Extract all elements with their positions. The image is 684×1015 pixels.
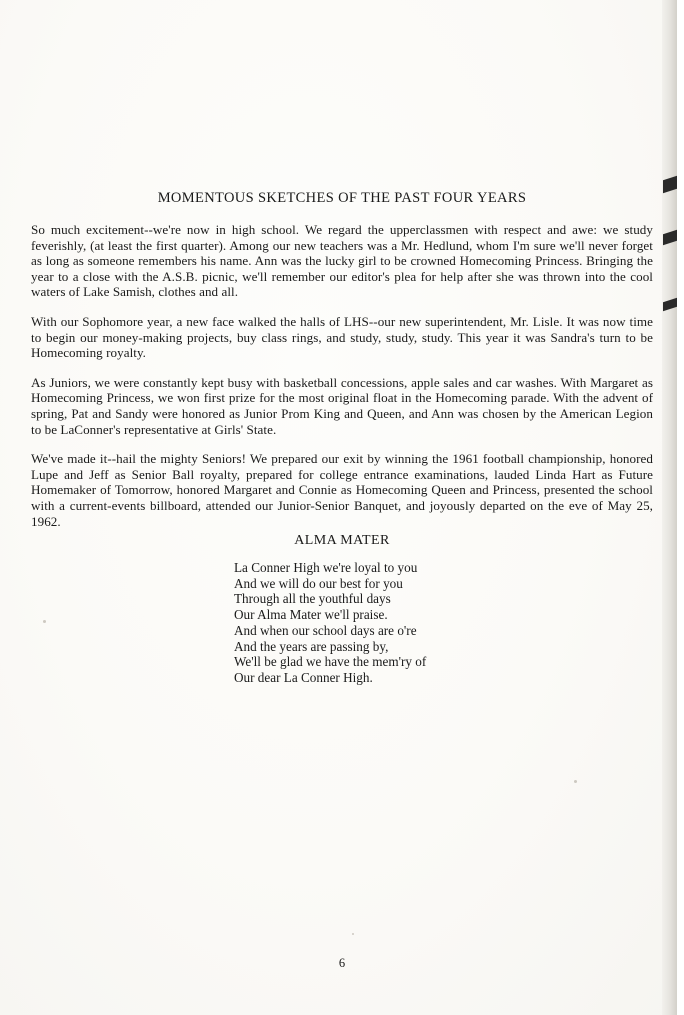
paragraph: With our Sophomore year, a new face walked the halls of LHS--our new superintendent, Mr. Lisle. It was now time to begin our money-making projects, buy class rings, and study, study, study. This year it was Sandra's turn to be Homecoming royalty. (31, 313, 653, 361)
page-title: MOMENTOUS SKETCHES OF THE PAST FOUR YEARS (157, 190, 527, 206)
page-content (31, 0, 653, 1015)
lyric-line: Our Alma Mater we'll praise. (234, 607, 388, 623)
lyric-line: La Conner High we're loyal to you (234, 560, 418, 575)
lyric-line: And we will do our best for you (234, 575, 403, 591)
paragraph: So much excitement--we're now in high school. We regard the upperclassmen with respect and awe: we study feverishly, (at least the first quarter). Among our new teachers was a Mr. Hedlund, whom I'm sure we'll never forget as long as someone remembers his name. Ann was the lucky girl to be crowned Homecoming Princess. Bringing the year to a close with the A.S.B. picnic, we'll remember our editor's plea for help after she was thrown into the cool waters of Lake Samish, clothes and all. (31, 222, 653, 300)
alma-mater-heading: ALMA MATER (294, 533, 390, 548)
paragraph: We've made it--hail the mighty Seniors! We prepared our exit by winning the 1961 football championship, honored Lupe and Jeff as Senior Ball royalty, prepared for college entrance examinations, lauded Linda Hart as Future Homemaker of Tomorrow, honored Margaret and Connie as Homecoming Queen and Princess, presented the school with a current-events billboard, attended our Junior-Senior Banquet, and joyously departed on the eve of May 25, 1962. (31, 451, 653, 529)
page-edge (677, 0, 684, 1015)
lyric-line: Our dear La Conner High. (234, 669, 373, 685)
lyric-line: And the years are passing by, (234, 638, 389, 654)
alma-mater-lyrics (234, 560, 534, 686)
lyric-line: Through all the youthful days (234, 591, 391, 607)
lyric-line: And when our school days are o're (234, 622, 417, 638)
lyric-line: We'll be glad we have the mem'ry of (234, 654, 427, 670)
body-copy (31, 222, 653, 543)
paragraph: As Juniors, we were constantly kept busy with basketball concessions, apple sales and car washes. With Margaret as Homecoming Princess, we won first prize for the most original float in the Homecoming parade. With the advent of spring, Pat and Sandy were honored as Junior Prom King and Queen, and Ann was chosen by the American Legion to be LaConner's representative at Girls' State. (31, 374, 653, 437)
page-number: 6 (338, 956, 346, 970)
